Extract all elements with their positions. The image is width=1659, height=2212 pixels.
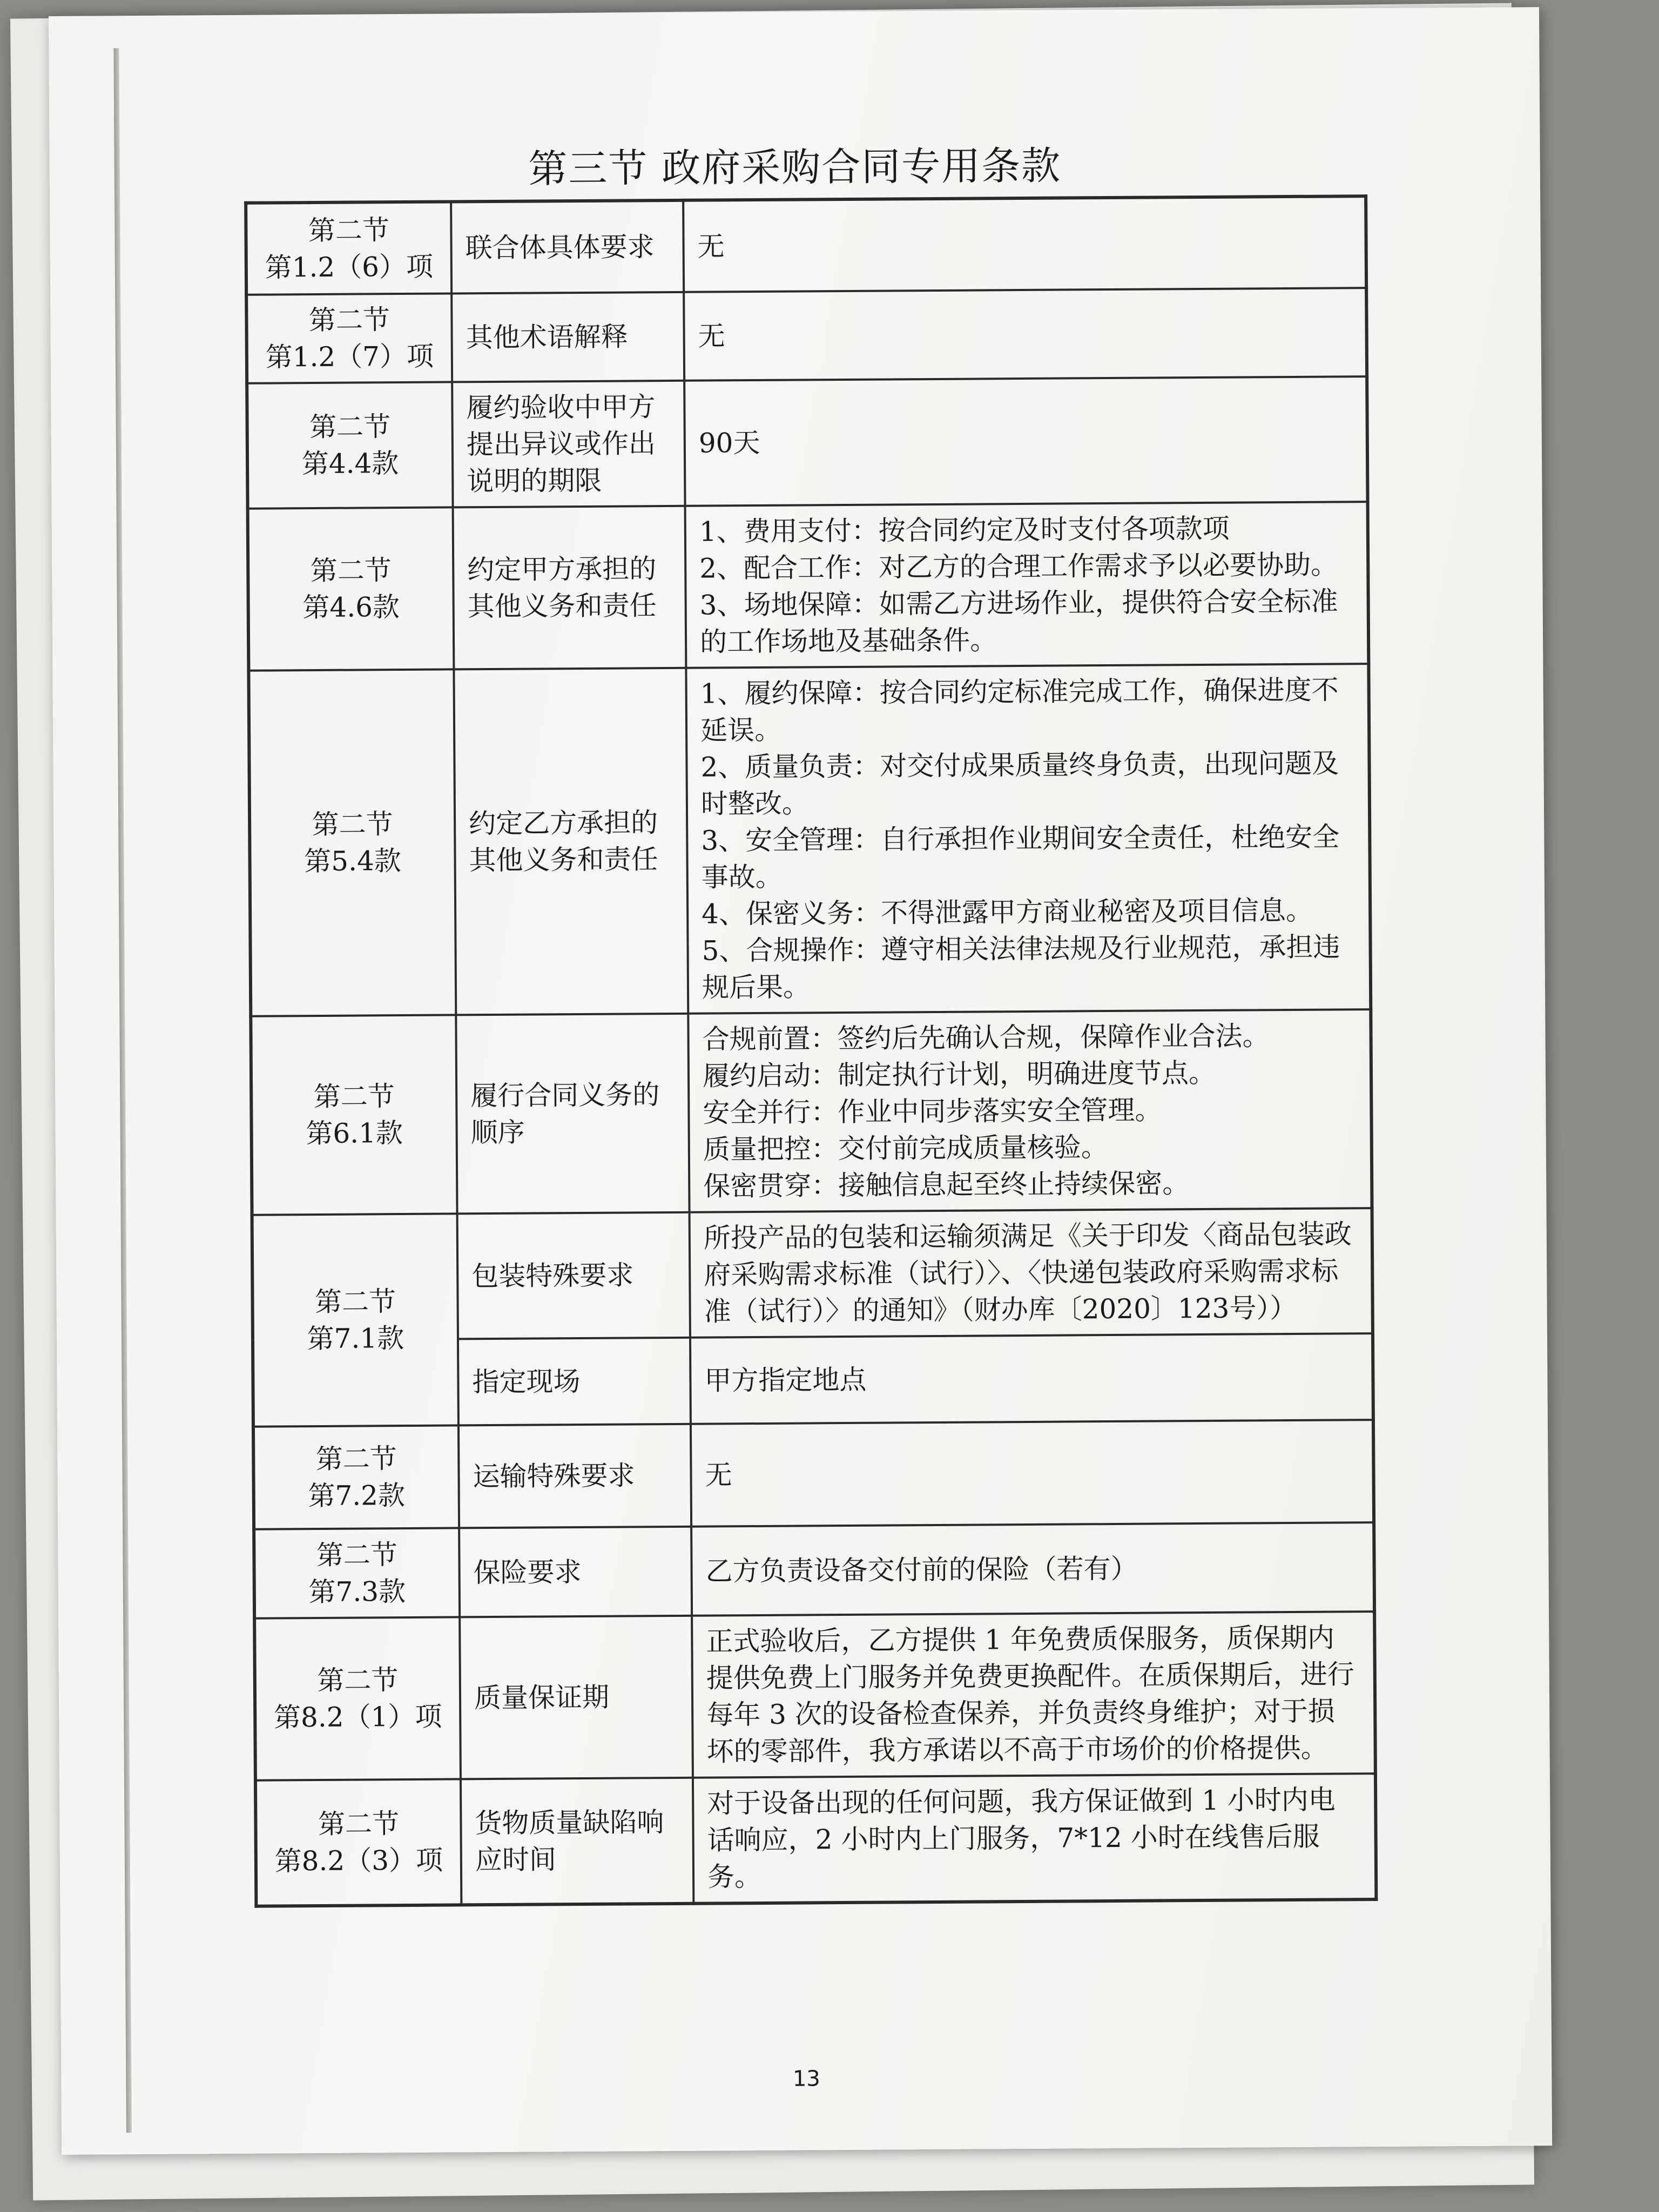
clause-label: 第5.4款: [304, 845, 402, 878]
section-ref-cell: [246, 201, 451, 294]
item-cell: 运输特殊要求: [458, 1424, 691, 1528]
clause-label: 第7.1款: [307, 1323, 404, 1355]
table-row: [248, 502, 1369, 671]
clause-label: 第8.2（1）项: [273, 1701, 442, 1734]
table-row: [255, 1773, 1376, 1906]
content-cell: [688, 1009, 1372, 1212]
section-ref-cell: [247, 382, 453, 508]
section-ref-cell: [255, 1779, 461, 1906]
section-label: 第二节: [314, 1286, 396, 1318]
content-line: 履约启动：制定执行计划，明确进度节点。: [702, 1057, 1216, 1092]
content-line: 乙方负责设备交付前的保险（若有）: [705, 1553, 1138, 1587]
table-row: [251, 1009, 1372, 1215]
content-line: 90天: [698, 427, 760, 459]
content-line: 5、合规操作：遵守相关法律法规及行业规范，承担违规后果。: [702, 931, 1340, 1003]
clause-label: 第8.2（3）项: [274, 1844, 443, 1877]
section-label: 第二节: [309, 411, 391, 443]
section-label: 第二节: [313, 1081, 395, 1113]
section-label: 第二节: [308, 304, 390, 336]
content-line: 1、履约保障：按合同约定标准完成工作，确保进度不延误。: [700, 674, 1339, 746]
item-cell: 约定甲方承担的其他义务和责任: [453, 506, 686, 670]
content-line: 1、费用支付：按合同约定及时支付各项款项: [699, 512, 1230, 548]
content-line: 所投产品的包装和运输须满足《关于印发〈商品包装政府采购需求标准（试行）〉、〈快递包装政府采购需求标准（试行）〉的通知》（财办库〔2020〕123号））: [703, 1218, 1352, 1327]
page-number: 13: [792, 2066, 820, 2092]
terms-table-container: [244, 194, 1378, 1908]
section-label: 第二节: [315, 1443, 397, 1475]
content-cell: [684, 288, 1367, 381]
content-line: 4、保密义务：不得泄露甲方商业秘密及项目信息。: [702, 894, 1313, 930]
content-line: 安全并行：作业中同步落实安全管理。: [703, 1094, 1162, 1129]
content-line: 2、配合工作：对乙方的合理工作需求予以必要协助。: [699, 549, 1338, 584]
item-cell: 指定现场: [458, 1338, 691, 1426]
item-cell: 包装特殊要求: [457, 1212, 690, 1339]
content-line: 甲方指定地点: [704, 1364, 867, 1397]
terms-table: [244, 194, 1378, 1908]
content-cell: [690, 1208, 1373, 1338]
section-label: 第二节: [318, 1808, 400, 1840]
section-label: 第二节: [308, 214, 390, 246]
section-ref-cell: [248, 507, 454, 670]
content-cell: [684, 376, 1367, 506]
section-ref-cell: [252, 1213, 458, 1426]
content-cell: [691, 1522, 1374, 1616]
section-ref-cell: [254, 1528, 460, 1618]
section-label: 第二节: [310, 555, 392, 587]
clause-label: 第7.3款: [308, 1575, 406, 1608]
clause-label: 第6.1款: [306, 1117, 403, 1150]
section-ref-cell: [246, 293, 452, 383]
section-label: 第二节: [312, 808, 393, 841]
table-row: [247, 376, 1367, 509]
item-cell: 质量保证期: [460, 1616, 693, 1779]
table-row: [254, 1611, 1375, 1781]
section-ref-cell: [253, 1425, 459, 1529]
content-cell: [685, 502, 1369, 668]
clause-label: 第4.4款: [301, 448, 399, 480]
content-line: 正式验收后，乙方提供 1 年免费质保服务，质保期内提供免费上门服务并免费更换配件。在质保期后，进行每年 3 次的设备检查保养，并负责终身维护；对于损坏的零部件，我方承诺以不高于市场价的价格提供。: [706, 1622, 1354, 1768]
table-row: [246, 288, 1367, 383]
content-cell: [693, 1773, 1376, 1904]
content-cell: [683, 196, 1366, 292]
item-cell: 履约验收中甲方提出异议或作出说明的期限: [452, 381, 685, 508]
clause-label: 第1.2（6）项: [265, 251, 434, 284]
item-cell: 保险要求: [459, 1527, 692, 1617]
content-cell: [692, 1611, 1375, 1778]
section-ref-cell: [254, 1617, 461, 1780]
content-line: 无: [697, 230, 725, 262]
content-line: 质量把控：交付前完成质量核验。: [703, 1131, 1109, 1165]
content-line: 3、安全管理：自行承担作业期间安全责任，杜绝安全事故。: [701, 821, 1340, 893]
section-ref-cell: [248, 669, 456, 1016]
binding-edge: [113, 48, 132, 2133]
content-line: 无: [705, 1459, 732, 1491]
section-label: 第二节: [317, 1664, 399, 1697]
content-cell: [691, 1420, 1374, 1527]
content-line: 3、场地保障：如需乙方进场作业，提供符合安全标准的工作场地及基础条件。: [699, 585, 1338, 658]
content-cell: [690, 1333, 1373, 1424]
content-line: 合规前置：签约后先确认合规，保障作业合法。: [702, 1020, 1270, 1055]
item-cell: 其他术语解释: [451, 292, 684, 382]
content-line: 保密贯穿：接触信息起至终止持续保密。: [703, 1168, 1190, 1202]
table-row: [246, 196, 1366, 295]
table-row: [252, 1208, 1373, 1340]
table-row: [254, 1522, 1374, 1618]
item-cell: 货物质量缺陷响应时间: [461, 1778, 693, 1905]
document-page: [49, 7, 1552, 2155]
content-line: 2、质量负责：对交付成果质量终身负责，出现问题及时整改。: [700, 747, 1339, 820]
content-cell: [686, 664, 1371, 1014]
item-cell: 履行合同义务的顺序: [456, 1014, 689, 1214]
item-cell: 联合体具体要求: [451, 200, 684, 294]
section-label: 第二节: [316, 1539, 398, 1571]
section-ref-cell: [251, 1015, 457, 1215]
item-cell: 约定乙方承担的其他义务和责任: [454, 668, 688, 1015]
content-line: 无: [698, 320, 725, 352]
clause-label: 第4.6款: [302, 591, 400, 624]
document-title: 第三节 政府采购合同专用条款: [528, 143, 1062, 192]
content-line: 对于设备出现的任何问题，我方保证做到 1 小时内电话响应，2 小时内上门服务，7*12 小时在线售后服务。: [707, 1784, 1336, 1893]
clause-label: 第7.2款: [308, 1480, 406, 1512]
clause-label: 第1.2（7）项: [265, 340, 434, 373]
table-row: [248, 664, 1371, 1016]
table-row: [253, 1420, 1374, 1529]
